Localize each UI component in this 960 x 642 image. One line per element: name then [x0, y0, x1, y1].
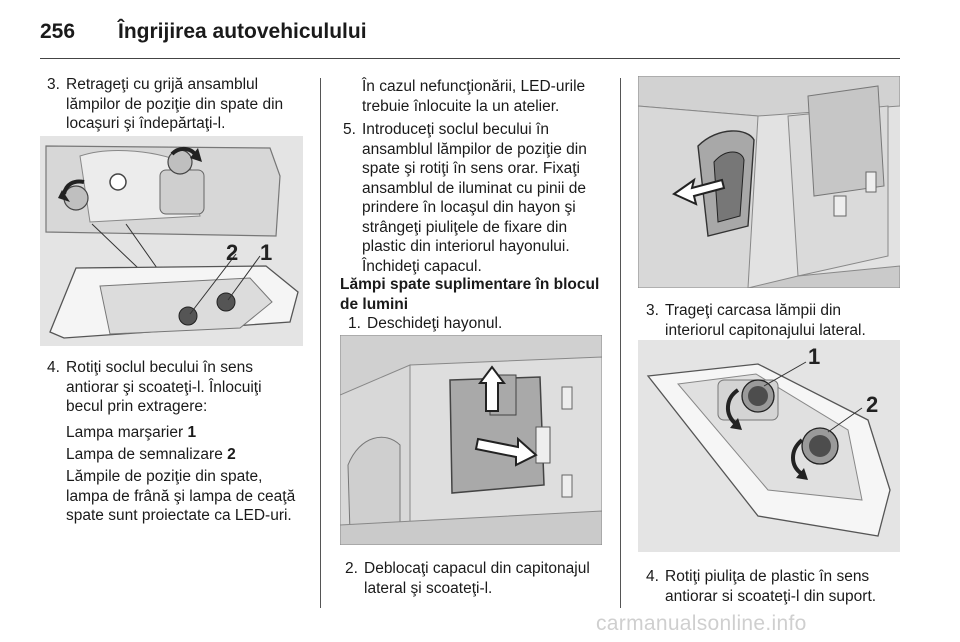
lamp-label: Lampa de semnalizare: [66, 446, 228, 463]
col2-step-5: [343, 120, 618, 278]
step-line: Retrageţi cu grijă ansamblul: [66, 76, 259, 93]
lamp-housing-illustration: [638, 76, 900, 288]
step-line: Închideţi capacul.: [362, 257, 482, 275]
lamp-turn-signal: [66, 445, 236, 465]
figure-lamp-sockets: [638, 340, 900, 552]
step-line: lateral şi scoateţi-l.: [364, 579, 493, 597]
step-line: ansamblul lămpilor de poziţie din: [362, 140, 587, 158]
col1-step-4: [47, 358, 317, 418]
column-divider-1: [320, 78, 321, 608]
col2-step-2: [345, 559, 620, 599]
figure-tail-lamp-assembly: [40, 136, 303, 346]
watermark: carmanualsonline.info: [596, 612, 807, 635]
step-line: spate şi rotiţi în sens orar. Fixaţi: [362, 160, 580, 177]
step-line: strângeţi piuliţele de fixare din: [362, 218, 568, 236]
step-number: 3.: [646, 302, 659, 319]
callout-1: 1: [260, 240, 273, 265]
chapter-title: Îngrijirea autovehiculului: [118, 20, 367, 43]
step-line: lămpilor de poziţie din spate din: [66, 95, 284, 113]
header-rule: [40, 58, 900, 59]
step-number: 4.: [47, 359, 60, 376]
step-text: Deschideţi hayonul.: [367, 315, 503, 332]
heading-line: Lămpi spate suplimentare în blocul: [340, 276, 600, 293]
col2-step-1: [348, 314, 608, 334]
step-line: locaşuri şi îndepărtaţi-l.: [66, 115, 226, 132]
step-line: antiorar şi scoateţi-l. Înlocuiţi: [66, 378, 262, 396]
step-line: becul prin extragere:: [66, 398, 208, 415]
figure-trunk-cover: [340, 335, 602, 545]
step-line: ansamblul de iluminat cu pinii de: [362, 179, 587, 197]
trunk-cover-illustration: [340, 335, 602, 545]
step-number: 3.: [47, 76, 60, 93]
figure-lamp-housing: [638, 76, 900, 288]
section-heading: [340, 275, 616, 314]
lamp-number: 2: [227, 446, 236, 463]
step-line: Rotiţi piuliţa de plastic în sens: [665, 568, 870, 585]
lamp-sockets-illustration: [638, 340, 900, 552]
note-line: În cazul nefuncţionării, LED-urile: [362, 78, 586, 95]
step-line: prindere în locaşul din hayon şi: [362, 199, 576, 216]
tail-lamp-illustration: [40, 136, 303, 346]
step-number: 4.: [646, 568, 659, 585]
step-line: plastic din interiorul hayonului.: [362, 238, 570, 255]
step-line: antiorar si scoateţi-l din suport.: [665, 587, 877, 605]
step-line: Deblocaţi capacul din capitonajul: [364, 560, 590, 577]
step-number: 5.: [343, 121, 356, 138]
heading-line: de lumini: [340, 295, 409, 313]
lamp-number: 1: [187, 424, 197, 441]
step-number: 1.: [348, 315, 361, 332]
col3-step-4: [646, 567, 900, 607]
callout-2: 2: [226, 240, 239, 265]
page-header: [0, 0, 960, 60]
page-number: 256: [40, 20, 76, 43]
column-divider-2: [620, 78, 621, 608]
step-line: Trageţi carcasa lămpii din: [665, 302, 842, 319]
step-line: Introduceţi soclul becului în: [362, 121, 549, 138]
led-failure-note: [362, 77, 618, 116]
lamp-label: Lampa marşarier: [66, 424, 188, 441]
step-number: 2.: [345, 560, 358, 577]
col3-step-3: [646, 301, 900, 341]
step-line: Rotiţi soclul becului în sens: [66, 359, 253, 376]
callout-1: 1: [808, 344, 821, 369]
note-line: trebuie înlocuite la un atelier.: [362, 97, 560, 115]
lamp-reverse: [66, 423, 196, 443]
callout-2: 2: [866, 392, 879, 417]
col1-step-3: [47, 75, 317, 135]
note-line: lampa de frână şi lampa de ceaţă: [66, 487, 296, 505]
step-line: interiorul capitonajului lateral.: [665, 321, 866, 339]
note-line: spate sunt proiectate ca LED-uri.: [66, 507, 292, 524]
note-line: Lămpile de poziţie din spate,: [66, 468, 263, 485]
led-note: [66, 467, 320, 526]
